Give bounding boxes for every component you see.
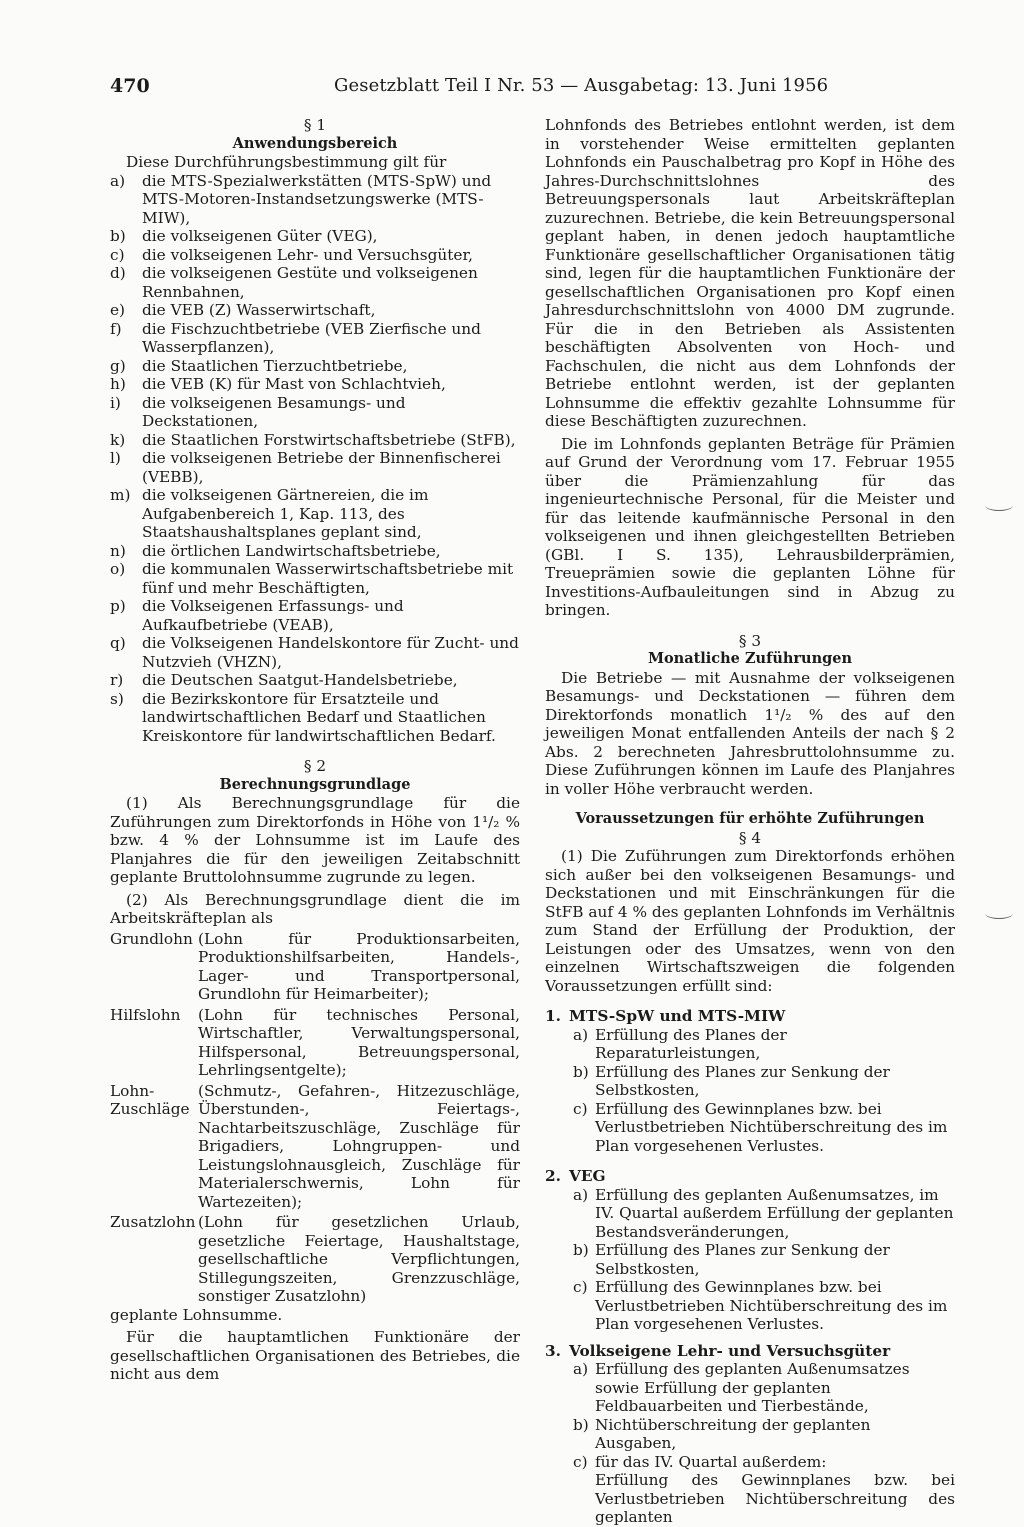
item-text: die kommunalen Wasserwirtschaftsbetriebe mit fünf und mehr Beschäftigten, bbox=[142, 560, 514, 597]
list-item bbox=[110, 560, 520, 597]
list-item bbox=[110, 301, 520, 320]
list-item bbox=[545, 1278, 955, 1334]
definition-term: Lohn- Zuschläge bbox=[110, 1081, 190, 1118]
item-marker: b) bbox=[573, 1062, 589, 1081]
section-1-intro: Diese Durchführungsbestimmung gilt für bbox=[126, 153, 447, 171]
item-text: für das IV. Quartal außerdem: bbox=[595, 1452, 827, 1471]
item-marker: a) bbox=[573, 1025, 589, 1044]
group-1-list bbox=[545, 1026, 955, 1156]
page-number: 470 bbox=[110, 75, 150, 97]
list-item bbox=[545, 1453, 955, 1472]
list-item bbox=[545, 1360, 955, 1416]
section-3-title: Monatliche Zuführungen bbox=[647, 650, 853, 667]
group-1-heading: 1. MTS-SpW und MTS-MIW bbox=[545, 1007, 786, 1025]
item-text: die Fischzuchtbetriebe (VEB Zierfische und Wasserpflanzen), bbox=[142, 319, 481, 356]
group-3-list bbox=[545, 1360, 955, 1471]
item-text: die volkseigenen Besamungs- und Deckstationen, bbox=[142, 393, 406, 430]
item-marker: e) bbox=[110, 301, 126, 319]
list-item bbox=[110, 172, 520, 228]
section-4-number: § 4 bbox=[738, 828, 762, 847]
list-item bbox=[545, 1100, 955, 1156]
definition-term: Hilfslohn bbox=[110, 1005, 181, 1024]
item-text: Nichtüberschreitung der geplanten Ausgaben, bbox=[595, 1415, 871, 1452]
item-marker: k) bbox=[110, 430, 126, 449]
list-item bbox=[545, 1026, 955, 1063]
list-item bbox=[110, 246, 520, 265]
item-text: Erfüllung des Planes der Reparaturleistungen, bbox=[595, 1025, 787, 1062]
list-item bbox=[110, 264, 520, 301]
item-marker: m) bbox=[110, 486, 131, 504]
definition-term: Zusatzlohn bbox=[110, 1213, 196, 1231]
item-marker: o) bbox=[110, 560, 126, 578]
list-item bbox=[545, 1186, 955, 1242]
section-2-paragraph-3: Für die hauptamtlichen Funktionäre der gesellschaftlichen Organisationen des Betriebes, die nicht aus dem bbox=[110, 1328, 520, 1383]
wage-definitions bbox=[110, 930, 520, 1306]
list-item bbox=[110, 227, 520, 246]
item-text: die VEB (K) für Mast von Schlachtvieh, bbox=[142, 375, 446, 393]
list-item bbox=[110, 357, 520, 376]
item-text: Erfüllung des Gewinnplanes bzw. bei Verlustbetrieben Nichtüberschreitung des im Plan vorgesehenen Verlustes. bbox=[595, 1099, 948, 1155]
section-3-paragraph: Die Betriebe — mit Ausnahme der volkseigenen Besamungs- und Deckstationen — führen dem Direktorfonds monatlich 1¹/₂ % des auf den jeweiligen Monat entfallenden Anteils der nach § 2 Abs. 2 berechneten Jahresbruttolohnsumme zu. Diese Zuführungen können im Laufe des Planjahres in voller Höhe verbraucht werden. bbox=[545, 668, 955, 798]
item-text: die örtlichen Landwirtschaftsbetriebe, bbox=[142, 541, 441, 560]
item-marker: c) bbox=[573, 1278, 588, 1296]
section-2-closing: geplante Lohnsumme. bbox=[110, 1305, 283, 1324]
definition-term: Grundlohn bbox=[110, 929, 193, 948]
item-marker: c) bbox=[573, 1452, 588, 1471]
item-marker: i) bbox=[110, 393, 121, 412]
item-marker: s) bbox=[110, 689, 124, 708]
item-marker: n) bbox=[110, 541, 126, 560]
item-marker: c) bbox=[573, 1099, 588, 1118]
section-1-number: § 1 bbox=[303, 116, 327, 134]
definition-text: (Lohn für gesetzlichen Urlaub, gesetzliche Feiertage, Haushaltstage, gesellschaftliche Verpflichtungen, Stillegungszeiten, Grenzzuschläge, sonstiger Zusatzlohn) bbox=[198, 1213, 520, 1305]
item-text: die Volkseigenen Handelskontore für Zucht- und Nutzvieh (VHZN), bbox=[142, 634, 519, 671]
margin-mark bbox=[985, 500, 1013, 511]
list-item bbox=[110, 597, 520, 634]
item-text: die Volkseigenen Erfassungs- und Aufkaufbetriebe (VEAB), bbox=[142, 597, 404, 634]
list-item bbox=[110, 449, 520, 486]
section-2-continuation: Lohnfonds des Betriebes entlohnt werden, ist dem in vorstehender Weise ermittelten geplanten Lohnfonds ein Pauschalbetrag pro Kopf in Höhe des Jahres-Durchschnittslohnes des Betreuungspersonals laut Arbeitskräfteplan zuzurechnen. Betriebe, die kein Betreuungspersonal geplant haben, in denen jedoch hauptamtliche Funktionäre gesellschaftlicher Organisationen tätig sind, legen für die hauptamtlichen Funktionäre der gesellschaftlichen Organisationen pro Kopf einen Jahresdurchschnittslohn von 4000 DM zugrunde. Für die in den Betrieben als Assistenten beschäftigten Absolventen von Hoch- und Fachschulen, die nicht aus dem Lohnfonds der Betriebe entlohnt werden, ist der geplanten Lohnsumme die effektiv gezahlte Lohnsumme für diese Beschäftigten zuzurechnen. bbox=[545, 116, 955, 430]
item-marker: h) bbox=[110, 375, 126, 393]
item-text: die volkseigenen Lehr- und Versuchsgüter, bbox=[142, 245, 473, 264]
section-4-paragraph: (1) Die Zuführungen zum Direktorfonds erhöhen sich außer bei den volkseigenen Besamungs- und Deckstationen und mit Einschränkungen für die StFB auf 4 % des geplanten Lohnfonds im Verhältnis zum Stand der Erfüllung der Produktion, der Leistungen oder des Umsatzes, wenn von den einzelnen Wirtschaftszweigen die folgenden Voraussetzungen erfüllt sind: bbox=[545, 847, 955, 995]
section-1-list bbox=[110, 172, 520, 746]
gazette-title: Gesetzblatt Teil I Nr. 53 — Ausgabetag: 13. Juni 1956 bbox=[334, 75, 829, 96]
margin-mark bbox=[985, 908, 1013, 919]
item-marker: b) bbox=[573, 1415, 589, 1434]
definition-text: (Lohn für Produktionsarbeiten, Produktionshilfsarbeiten, Handels-, Lager- und Transportpersonal, Grundlohn für Heimarbeiter); bbox=[198, 929, 520, 1003]
list-item bbox=[110, 634, 520, 671]
item-marker: p) bbox=[110, 597, 126, 615]
item-marker: l) bbox=[110, 449, 121, 467]
item-marker: a) bbox=[573, 1185, 589, 1204]
wage-definition bbox=[110, 1006, 520, 1080]
left-column bbox=[110, 116, 520, 1384]
group-2-heading: 2. VEG bbox=[545, 1167, 606, 1185]
wage-definition bbox=[110, 1082, 520, 1212]
item-text: die volkseigenen Gestüte und volkseigenen Rennbahnen, bbox=[142, 264, 478, 301]
item-text: Erfüllung des Gewinnplanes bzw. bei Verlustbetrieben Nichtüberschreitung des im Plan vorgesehenen Verlustes. bbox=[595, 1278, 948, 1333]
item-text: Erfüllung des Planes zur Senkung der Selbstkosten, bbox=[595, 1062, 890, 1099]
item-text: die Deutschen Saatgut-Handelsbetriebe, bbox=[142, 671, 458, 689]
section-2-number: § 2 bbox=[303, 757, 327, 775]
section-2-title: Berechnungsgrundlage bbox=[219, 775, 411, 793]
item-marker: a) bbox=[110, 171, 126, 190]
list-item bbox=[110, 394, 520, 431]
premium-paragraph: Die im Lohnfonds geplanten Beträge für Prämien auf Grund der Verordnung vom 17. Februar 1955 über die Prämienzahlung für das ingenieurtechnische Personal, für die Meister und für das leitende kaufmännische Personal in den volkseigenen und ihnen gleichgestellten Betrieben (GBl. I S. 135), Lehrausbilderprämien, Treueprämien sowie die geplanten Löhne für Investitions-Aufbauleitungen sind in Abzug zu bringen. bbox=[545, 434, 955, 619]
item-text: die Bezirkskontore für Ersatzteile und landwirtschaftlichen Bedarf und Staatlichen Kreiskontore für landwirtschaftlichen Bedarf. bbox=[142, 689, 496, 745]
definition-text: (Lohn für technisches Personal, Wirtschaftler, Verwaltungspersonal, Hilfspersonal, Betreuungspersonal, Lehrlingsentgelte); bbox=[198, 1005, 520, 1079]
section-4-heading: Voraussetzungen für erhöhte Zuführungen bbox=[575, 810, 925, 827]
list-item bbox=[110, 375, 520, 394]
list-item bbox=[110, 320, 520, 357]
list-item bbox=[545, 1416, 955, 1453]
item-marker: a) bbox=[573, 1360, 589, 1378]
list-item bbox=[110, 431, 520, 450]
page-header bbox=[110, 75, 970, 105]
item-text: Erfüllung des Planes zur Senkung der Selbstkosten, bbox=[595, 1241, 890, 1278]
section-2-paragraph-1: (1) Als Berechnungsgrundlage für die Zuführungen zum Direktorfonds in Höhe von 1¹/₂ % bzw. 4 % der Lohnsumme ist im Laufe des Planjahres die für den jeweiligen Zeitabschnitt geplante Bruttolohnsumme zugrunde zu legen. bbox=[110, 794, 520, 886]
item-marker: d) bbox=[110, 264, 126, 282]
wage-definition bbox=[110, 1213, 520, 1306]
item-text: die volkseigenen Güter (VEG), bbox=[142, 227, 378, 245]
item-marker: g) bbox=[110, 356, 126, 375]
item-marker: b) bbox=[110, 227, 126, 245]
item-text: die MTS-Spezialwerkstätten (MTS-SpW) und MTS-Motoren-Instandsetzungswerke (MTS-MIW), bbox=[142, 171, 492, 227]
item-text: die VEB (Z) Wasserwirtschaft, bbox=[142, 301, 376, 319]
list-item bbox=[110, 486, 520, 542]
section-3-number: § 3 bbox=[738, 631, 762, 650]
item-text: die Staatlichen Tierzuchtbetriebe, bbox=[142, 356, 408, 375]
group-3-continuation: Erfüllung des Gewinnplanes bzw. bei Verlustbetrieben Nichtüberschreitung des geplanten bbox=[595, 1471, 955, 1526]
item-marker: q) bbox=[110, 634, 126, 652]
item-marker: b) bbox=[573, 1241, 589, 1259]
wage-definition bbox=[110, 930, 520, 1004]
item-text: die Staatlichen Forstwirtschaftsbetriebe (StFB), bbox=[142, 430, 516, 449]
section-2-paragraph-2: (2) Als Berechnungsgrundlage dient die im Arbeitskräfteplan als bbox=[110, 890, 520, 927]
item-marker: f) bbox=[110, 319, 122, 338]
item-text: die volkseigenen Gärtnereien, die im Aufgabenbereich 1, Kap. 113, des Staatshaushaltsplanes geplant sind, bbox=[142, 486, 429, 541]
item-text: Erfüllung des geplanten Außenumsatzes sowie Erfüllung der geplanten Feldbauarbeiten und Tierbestände, bbox=[595, 1360, 910, 1415]
group-2-list bbox=[545, 1186, 955, 1334]
item-text: Erfüllung des geplanten Außenumsatzes, im IV. Quartal außerdem Erfüllung der geplanten Bestandsveränderungen, bbox=[595, 1185, 954, 1241]
list-item bbox=[110, 671, 520, 690]
definition-text: (Schmutz-, Gefahren-, Hitzezuschläge, Überstunden-, Feiertags-, Nachtarbeitszuschläge, Zuschläge für Brigadiers, Lohngruppen- und Leistungslohnausgleich, Zuschläge für Materialerschwernis, Lohn für Wartezeiten); bbox=[198, 1081, 520, 1211]
list-item bbox=[110, 542, 520, 561]
item-marker: c) bbox=[110, 245, 125, 264]
list-item bbox=[545, 1063, 955, 1100]
section-1-title: Anwendungsbereich bbox=[232, 134, 398, 152]
list-item bbox=[545, 1241, 955, 1278]
list-item bbox=[110, 690, 520, 746]
item-text: die volkseigenen Betriebe der Binnenfischerei (VEBB), bbox=[142, 449, 501, 486]
right-column bbox=[545, 116, 955, 1527]
item-marker: r) bbox=[110, 671, 124, 689]
group-3-heading: 3. Volkseigene Lehr- und Versuchsgüter bbox=[545, 1341, 891, 1360]
